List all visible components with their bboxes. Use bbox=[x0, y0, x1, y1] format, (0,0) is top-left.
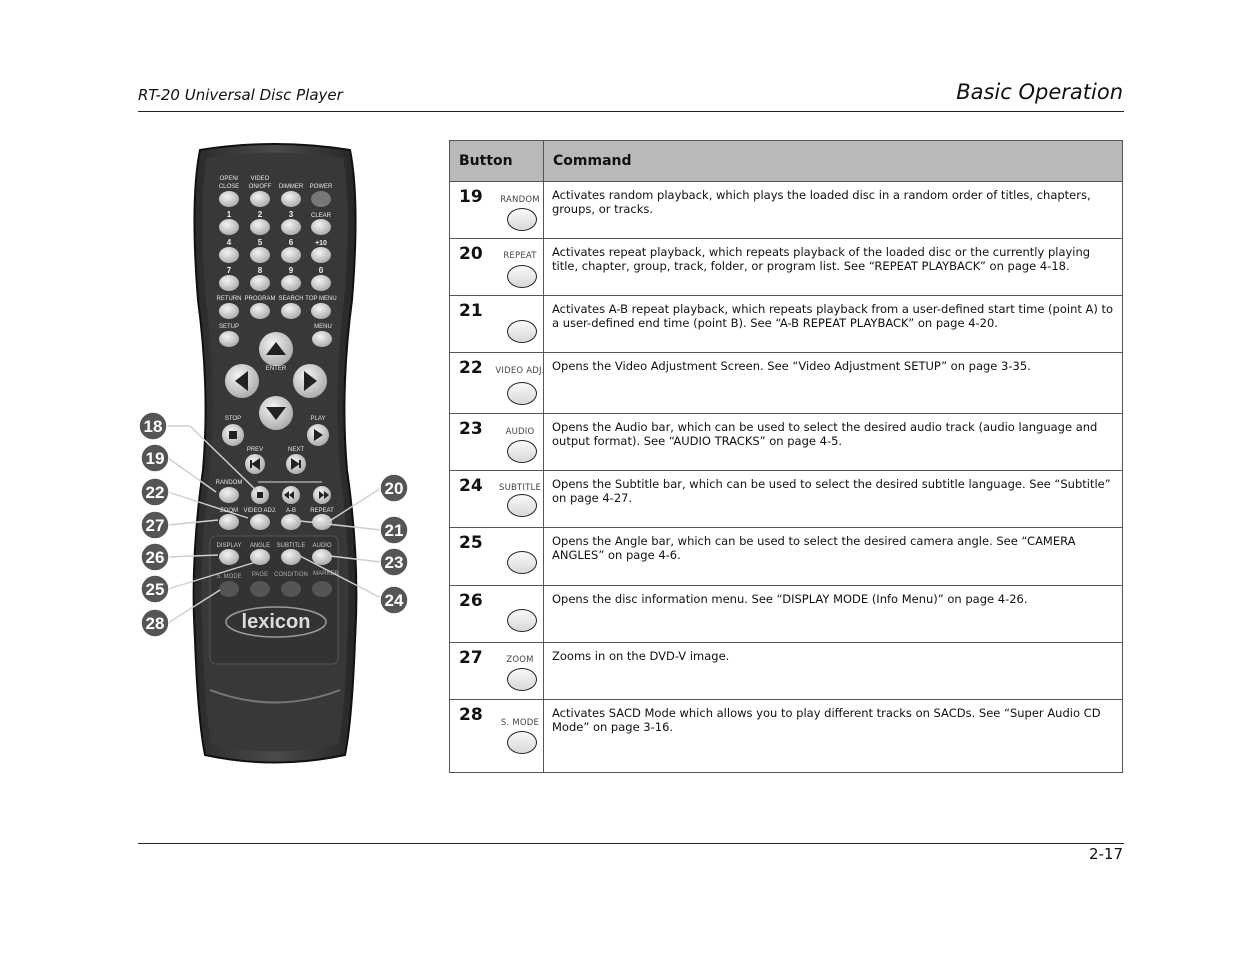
svg-text:5: 5 bbox=[257, 238, 263, 247]
svg-text:ANGLE: ANGLE bbox=[249, 543, 271, 549]
button-command-table bbox=[449, 140, 1123, 773]
button-label: ZOOM bbox=[506, 655, 534, 665]
svg-text:21: 21 bbox=[384, 521, 404, 540]
svg-text:24: 24 bbox=[384, 591, 404, 610]
svg-text:6: 6 bbox=[288, 238, 294, 247]
table-row bbox=[450, 528, 1123, 586]
remote-button-icon bbox=[507, 320, 537, 343]
button-label: VIDEO ADJ. bbox=[495, 366, 545, 376]
label-video-onoff: VIDEO bbox=[250, 176, 270, 182]
svg-text:18: 18 bbox=[143, 417, 163, 436]
svg-text:CLEAR: CLEAR bbox=[310, 213, 332, 219]
button-label: S. MODE bbox=[500, 718, 540, 728]
button-number: 27 bbox=[459, 648, 483, 668]
svg-text:RETURN: RETURN bbox=[216, 296, 242, 302]
svg-text:A-B: A-B bbox=[285, 508, 297, 514]
lexicon-logo: lexicon bbox=[241, 611, 311, 633]
button-number: 28 bbox=[459, 705, 483, 725]
button-number: 24 bbox=[459, 476, 483, 496]
running-header-left: RT-20 Universal Disc Player bbox=[138, 86, 343, 104]
svg-text:22: 22 bbox=[145, 483, 165, 502]
command-description: Opens the disc information menu. See “DISPLAY MODE (Info Menu)” on page 4-26. bbox=[544, 586, 1123, 643]
svg-text:REPEAT: REPEAT bbox=[310, 508, 334, 514]
button-cell bbox=[450, 643, 544, 700]
button-label: AUDIO bbox=[505, 427, 535, 437]
section-title: Basic Operation bbox=[956, 80, 1123, 104]
svg-text:PREV: PREV bbox=[246, 447, 264, 453]
svg-text:26: 26 bbox=[145, 548, 165, 567]
svg-text:SEARCH: SEARCH bbox=[278, 296, 304, 302]
remote-button-icon bbox=[507, 440, 537, 463]
remote-button-icon bbox=[507, 265, 537, 288]
svg-text:VIDEO ADJ.: VIDEO ADJ. bbox=[243, 508, 277, 514]
button-number: 25 bbox=[459, 533, 483, 553]
svg-text:20: 20 bbox=[384, 479, 404, 498]
svg-text:3: 3 bbox=[288, 210, 294, 219]
command-description: Activates repeat playback, which repeats playback of the loaded disc or the currently playing title, chapter, group, track, folder, or program list. See “REPEAT PLAYBACK” on page 4-18. bbox=[544, 239, 1123, 296]
svg-text:7: 7 bbox=[226, 266, 232, 275]
table-row bbox=[450, 296, 1123, 353]
svg-text:4: 4 bbox=[226, 238, 232, 247]
svg-text:27: 27 bbox=[145, 516, 165, 535]
setup-button[interactable] bbox=[219, 331, 239, 347]
remote-control-illustration bbox=[135, 140, 425, 780]
button-number: 21 bbox=[459, 301, 483, 321]
svg-text:MARKER: MARKER bbox=[313, 571, 339, 577]
remote-button-icon bbox=[507, 551, 537, 574]
table-row bbox=[450, 353, 1123, 414]
svg-text:+10: +10 bbox=[315, 240, 327, 247]
svg-text:23: 23 bbox=[384, 553, 404, 572]
svg-text:PROGRAM: PROGRAM bbox=[244, 296, 276, 302]
svg-text:STOP: STOP bbox=[224, 416, 242, 422]
svg-text:25: 25 bbox=[145, 580, 165, 599]
column-header-button: Button bbox=[450, 141, 544, 182]
svg-text:8: 8 bbox=[257, 266, 263, 275]
svg-text:AUDIO: AUDIO bbox=[312, 543, 332, 549]
button-number: 22 bbox=[459, 358, 483, 378]
svg-text:SUBTITLE: SUBTITLE bbox=[276, 543, 306, 549]
remote-button-icon bbox=[507, 494, 537, 517]
label-open-close: OPEN/ bbox=[219, 176, 239, 182]
remote-button-icon bbox=[507, 668, 537, 691]
button-cell bbox=[450, 414, 544, 471]
svg-text:CONDITION: CONDITION bbox=[274, 572, 308, 578]
svg-text:19: 19 bbox=[145, 449, 165, 468]
button-number: 19 bbox=[459, 187, 483, 207]
command-description: Opens the Video Adjustment Screen. See “Video Adjustment SETUP” on page 3-35. bbox=[544, 353, 1123, 414]
button-cell bbox=[450, 528, 544, 586]
svg-text:28: 28 bbox=[145, 614, 165, 633]
svg-text:1: 1 bbox=[226, 210, 232, 219]
button-cell bbox=[450, 353, 544, 414]
table-body bbox=[450, 182, 1123, 773]
command-description: Activates A-B repeat playback, which repeats playback from a user-defined start time (point A) to a user-defined end time (point B). See “A-B REPEAT PLAYBACK” on page 4-20. bbox=[544, 296, 1123, 353]
svg-text:2: 2 bbox=[257, 210, 263, 219]
button-cell bbox=[450, 471, 544, 528]
svg-text:ZOOM: ZOOM bbox=[220, 508, 238, 514]
menu-button[interactable] bbox=[312, 331, 332, 347]
table-row bbox=[450, 643, 1123, 700]
table-row bbox=[450, 586, 1123, 643]
button-number: 20 bbox=[459, 244, 483, 264]
button-cell bbox=[450, 586, 544, 643]
svg-text:PAGE: PAGE bbox=[251, 572, 269, 578]
svg-text:MENU: MENU bbox=[314, 324, 332, 330]
svg-text:RANDOM: RANDOM bbox=[215, 480, 243, 486]
button-cell bbox=[450, 700, 544, 773]
remote-button-icon bbox=[507, 609, 537, 632]
command-description: Activates SACD Mode which allows you to play different tracks on SACDs. See “Super Audio CD Mode” on page 3-16. bbox=[544, 700, 1123, 773]
svg-text:9: 9 bbox=[288, 266, 294, 275]
button-number: 26 bbox=[459, 591, 483, 611]
remote-button-icon bbox=[507, 731, 537, 754]
page-number: 2-17 bbox=[1088, 845, 1123, 863]
footer-rule bbox=[138, 843, 1124, 844]
button-cell bbox=[450, 239, 544, 296]
command-description: Opens the Subtitle bar, which can be used to select the desired subtitle language. See “Subtitle” on page 4-27. bbox=[544, 471, 1123, 528]
remote-button-icon bbox=[507, 382, 537, 405]
label-power: POWER bbox=[309, 184, 333, 190]
svg-text:DISPLAY: DISPLAY bbox=[216, 543, 242, 549]
command-description: Activates random playback, which plays the loaded disc in a random order of titles, chapters, groups, or tracks. bbox=[544, 182, 1123, 239]
command-description: Opens the Angle bar, which can be used to select the desired camera angle. See “CAMERA ANGLES” on page 4-6. bbox=[544, 528, 1123, 586]
table-row bbox=[450, 700, 1123, 773]
command-description: Opens the Audio bar, which can be used to select the desired audio track (audio language and output format). See “AUDIO TRACKS” on page 4-5. bbox=[544, 414, 1123, 471]
svg-text:ENTER: ENTER bbox=[265, 366, 287, 372]
label-dimmer: DIMMER bbox=[278, 184, 304, 190]
svg-text:ON/OFF: ON/OFF bbox=[248, 184, 272, 190]
svg-text:S. MODE: S. MODE bbox=[216, 574, 242, 580]
table-row bbox=[450, 471, 1123, 528]
table-header-row bbox=[450, 141, 1123, 182]
svg-text:PLAY: PLAY bbox=[310, 416, 326, 422]
button-cell bbox=[450, 296, 544, 353]
header-rule bbox=[138, 111, 1124, 112]
table-row bbox=[450, 414, 1123, 471]
column-header-command: Command bbox=[544, 141, 1123, 182]
svg-text:CLOSE: CLOSE bbox=[218, 184, 240, 190]
remote-button-icon bbox=[507, 208, 537, 231]
svg-text:TOP MENU: TOP MENU bbox=[305, 296, 337, 302]
table-row bbox=[450, 239, 1123, 296]
svg-text:SETUP: SETUP bbox=[218, 324, 240, 330]
svg-text:0: 0 bbox=[318, 266, 324, 275]
command-description: Zooms in on the DVD-V image. bbox=[544, 643, 1123, 700]
table-row bbox=[450, 182, 1123, 239]
button-label: SUBTITLE bbox=[498, 483, 542, 493]
button-label: REPEAT bbox=[503, 251, 537, 261]
button-label: RANDOM bbox=[500, 195, 540, 205]
button-cell bbox=[450, 182, 544, 239]
button-number: 23 bbox=[459, 419, 483, 439]
svg-text:NEXT: NEXT bbox=[287, 447, 305, 453]
